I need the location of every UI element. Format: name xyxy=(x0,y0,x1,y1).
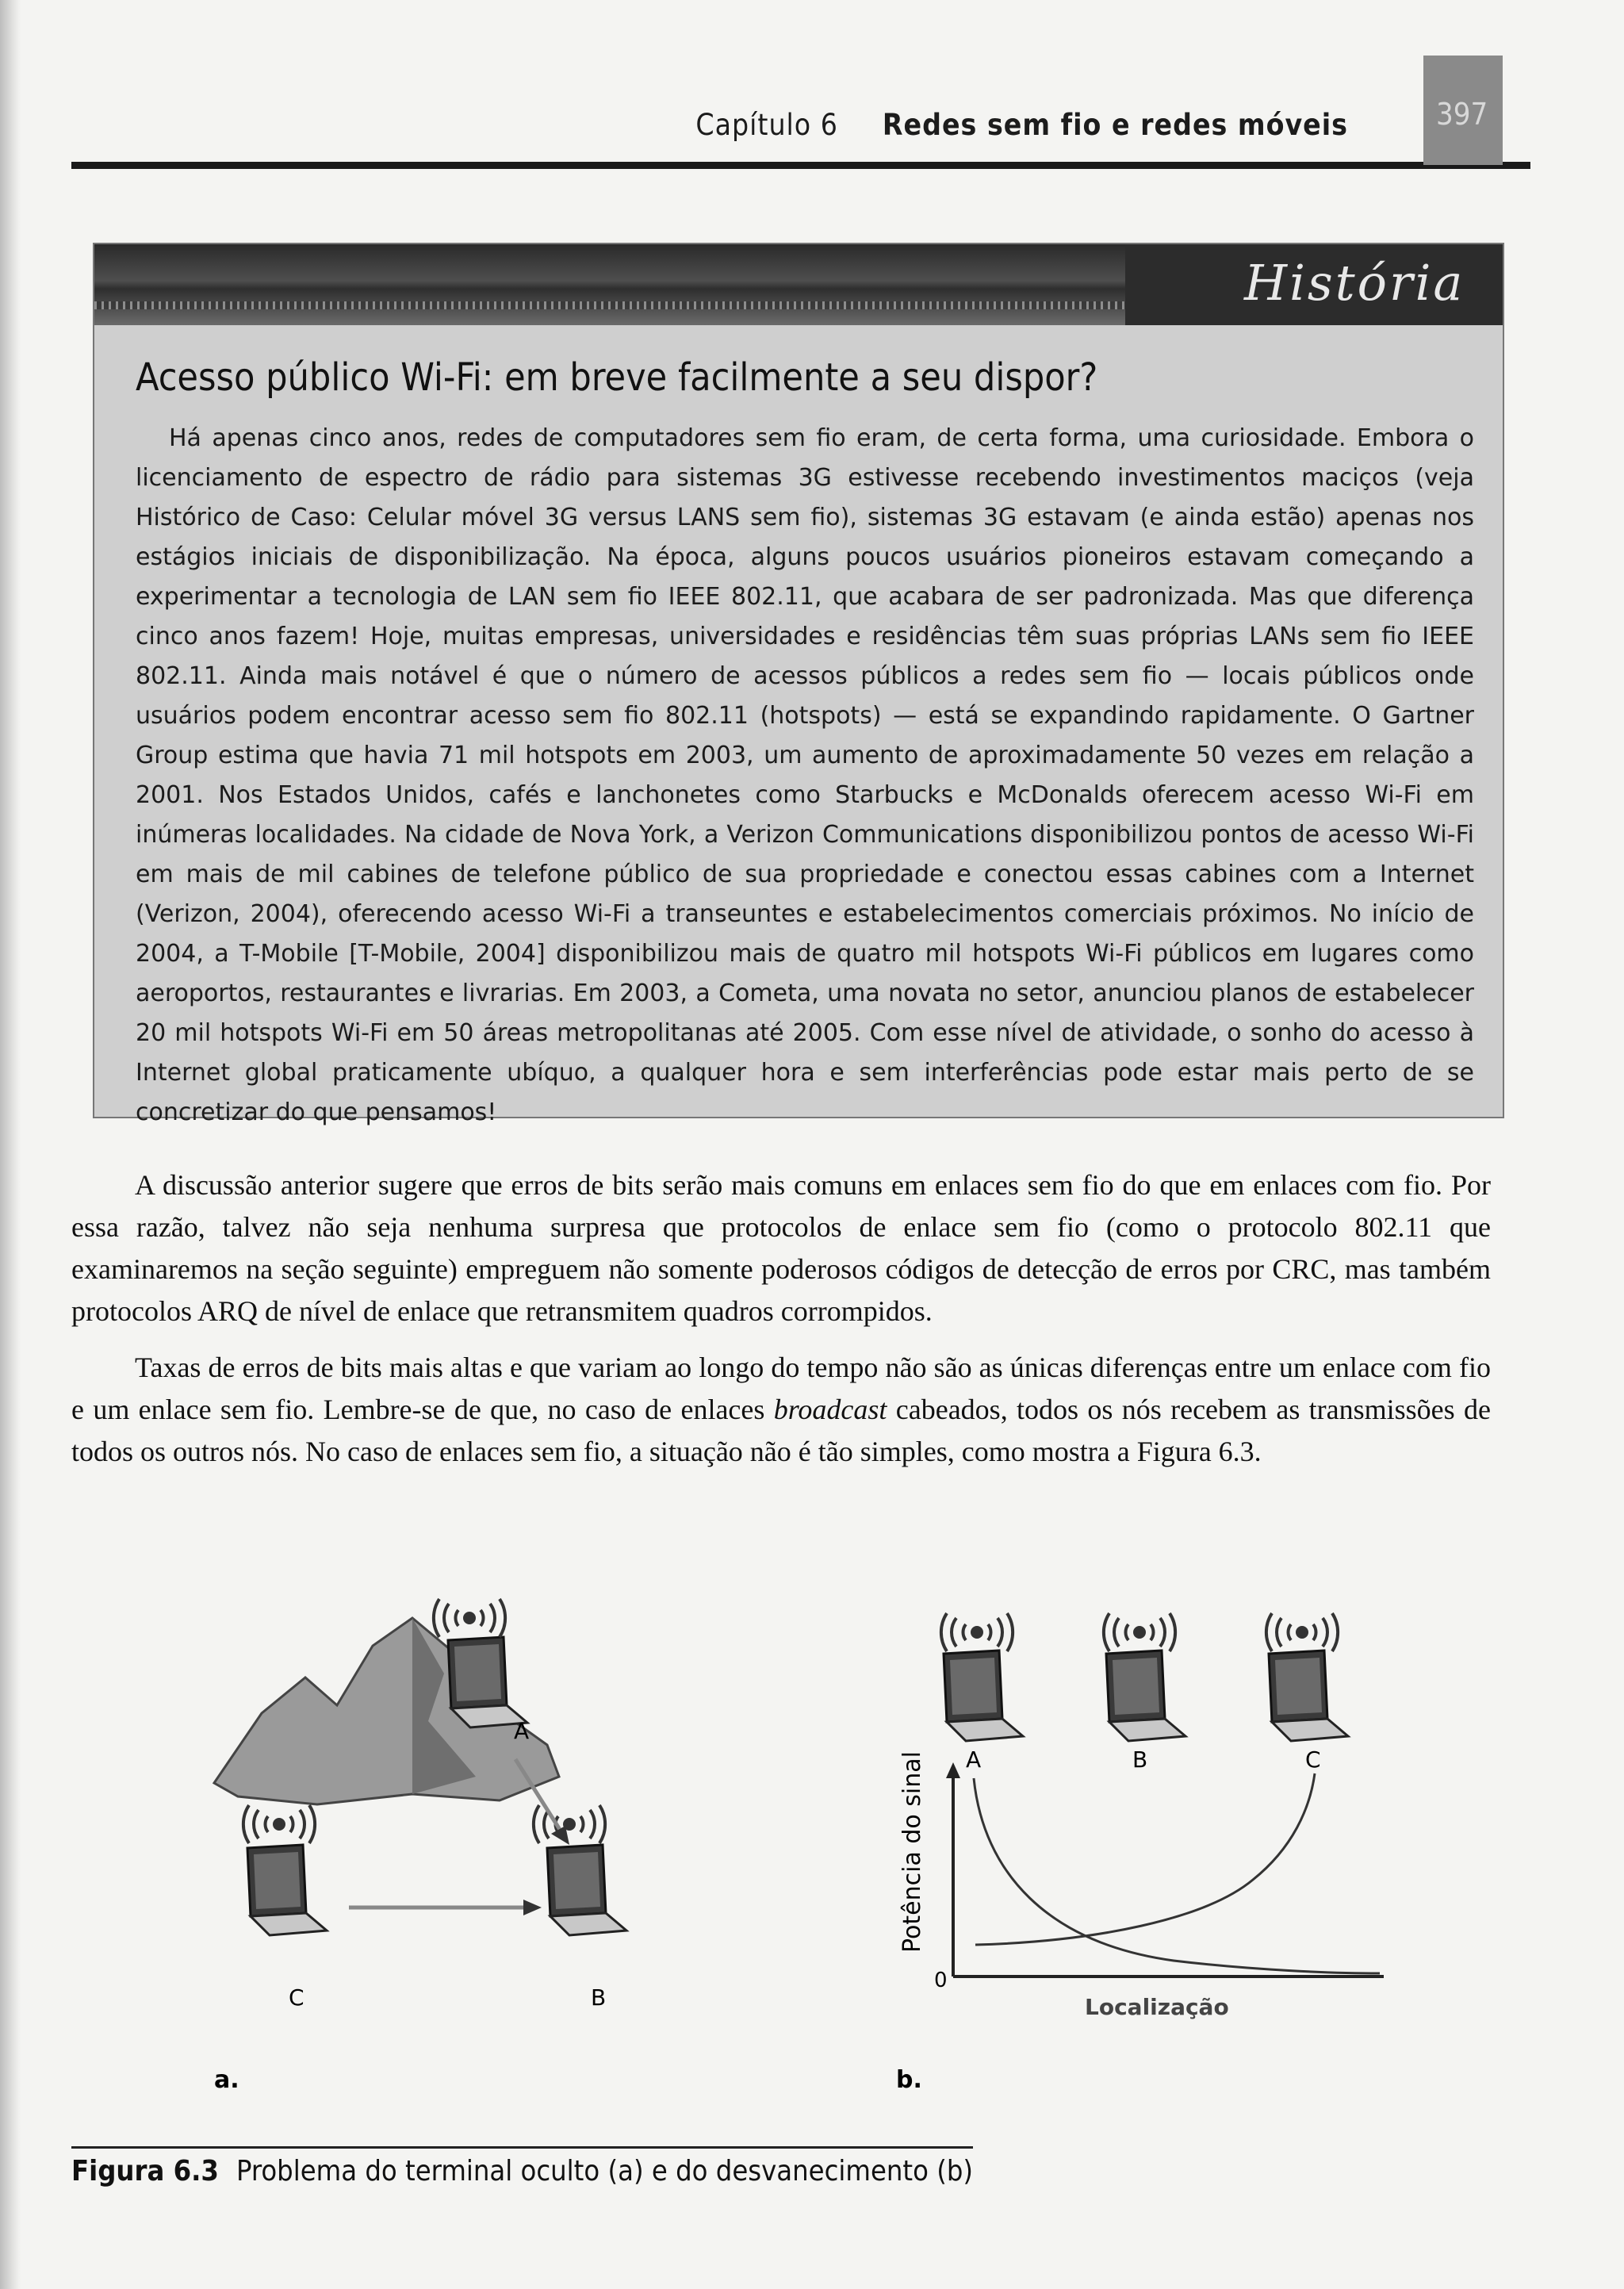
paragraph-1: A discussão anterior sugere que erros de bits serão mais comuns em enlaces sem fio do que em enlaces com fio. Por essa razão, talvez não seja nenhuma surpresa que protocolos de enlace sem fio (como o protocolo 802.11 que examinaremos na seção seguinte) empreguem não somente poderosos códigos de detecção de erros por CRC, mas também protocolos ARQ de nível de enlace que retransmitem quadros corrompidos. xyxy=(71,1169,1491,1327)
antenna-ba-icon xyxy=(941,1613,1013,1651)
laptop-c xyxy=(247,1845,327,1935)
label-a: A xyxy=(514,1718,530,1744)
panel-a-letter: a. xyxy=(214,2066,239,2094)
antenna-c-icon xyxy=(243,1805,315,1843)
panel-b xyxy=(896,1613,1384,2094)
label-b: B xyxy=(591,1984,607,2011)
paragraph-2-emphasis: broadcast xyxy=(773,1394,887,1425)
x-axis-label: Localização xyxy=(1085,1994,1229,2020)
figure-caption xyxy=(71,2146,973,2187)
panel-a xyxy=(214,1599,626,2094)
signal-curve-a xyxy=(974,1778,1380,1973)
laptop-b xyxy=(547,1845,626,1935)
signal-curve-c xyxy=(975,1773,1315,1945)
antenna-bb-icon xyxy=(1104,1613,1175,1651)
paragraph-2-start: Taxas de erros de bits mais altas e que variam ao longo do tempo não são as únicas diferenças entre um enlace com fio e um enlace sem fio. Lembre-se de que, no caso de enlaces xyxy=(71,1352,1491,1425)
laptop-b-a xyxy=(944,1651,1023,1741)
antenna-a-icon xyxy=(434,1599,505,1637)
caption-text: Problema do terminal oculto (a) e do desvanecimento (b) xyxy=(236,2155,974,2187)
label-b-b: B xyxy=(1132,1746,1148,1773)
label-c: C xyxy=(289,1984,304,2011)
section-title: Redes sem fio e redes móveis xyxy=(882,108,1348,142)
laptop-b-b xyxy=(1106,1651,1185,1741)
caption-number: Figura 6.3 xyxy=(71,2155,219,2187)
antenna-b-icon xyxy=(534,1805,605,1843)
antenna-bc-icon xyxy=(1266,1613,1338,1651)
laptop-b-c xyxy=(1269,1651,1348,1741)
label-b-a: A xyxy=(966,1746,982,1773)
panel-b-letter: b. xyxy=(896,2066,922,2094)
chapter-label: Capítulo 6 xyxy=(695,108,838,142)
historia-label: História xyxy=(1244,254,1465,312)
laptop-a xyxy=(448,1637,527,1727)
y-axis-label: Potência do sinal xyxy=(898,1751,926,1953)
paragraph-2-end: cabeados, todos os nós recebem as transmissões de todos os outros nós. No caso de enlaces sem fio, a situação não é tão simples, como mostra a Figura 6.3. xyxy=(71,1394,1491,1467)
label-b-c: C xyxy=(1305,1746,1321,1773)
sidebar-heading: Acesso público Wi-Fi: em breve facilmente a seu dispor? xyxy=(136,355,1098,400)
origin-label: 0 xyxy=(934,1969,948,1992)
sidebar-body: Há apenas cinco anos, redes de computadores sem fio eram, de certa forma, uma curiosidade. Embora o licenciamento de espectro de rádio para sistemas 3G estivesse recebendo investimentos maciços (veja Histórico de Caso: Celular móvel 3G versus LANS sem fio), sistemas 3G estavam (e ainda estão) apenas nos estágios iniciais de disponibilização. Na época, alguns poucos usuários pioneiros estavam começando a experimentar a tecnologia de LAN sem fio IEEE 802.11, que acabara de ser padronizada. Mas que diferença cinco anos fazem! Hoje, muitas empresas, universidades e residências têm suas próprias LANs sem fio IEEE 802.11. Ainda mais notável é que o número de acessos públicos a redes sem fio — locais públicos onde usuários podem encontrar acesso sem fio 802.11 (hotspots) — está se expandindo rapidamente. O Gartner Group estima que havia 71 mil hotspots em 2003, um aumento de aproximadamente 50 vezes em relação a 2001. Nos Estados Unidos, cafés e lanchonetes como Starbucks e McDonalds oferecem acesso Wi-Fi em inúmeras localidades. Na cidade de Nova York, a Verizon Communications disponibilizou pontos de acesso Wi-Fi em mais de mil cabines de telefone público de sua propriedade e conectou essas cabines com a Internet (Verizon, 2004), oferecendo acesso Wi-Fi a transeuntes e estabelecimentos comerciais próximos. No início de 2004, a T-Mobile [T-Mobile, 2004] disponibilizou mais de quatro mil hotspots Wi-Fi públicos em lugares como aeroportos, restaurantes e livrarias. Em 2003, a Cometa, uma novata no setor, anunciou planos de estabelecer 20 mil hotspots Wi-Fi em 50 áreas metropolitanas até 2005. Com esse nível de atividade, o sonho do acesso à Internet global praticamente ubíquo, a qualquer hora e sem interferências pode estar mais perto de se concretizar do que pensamos! xyxy=(136,424,1474,1126)
page-number: 397 xyxy=(1436,97,1488,132)
